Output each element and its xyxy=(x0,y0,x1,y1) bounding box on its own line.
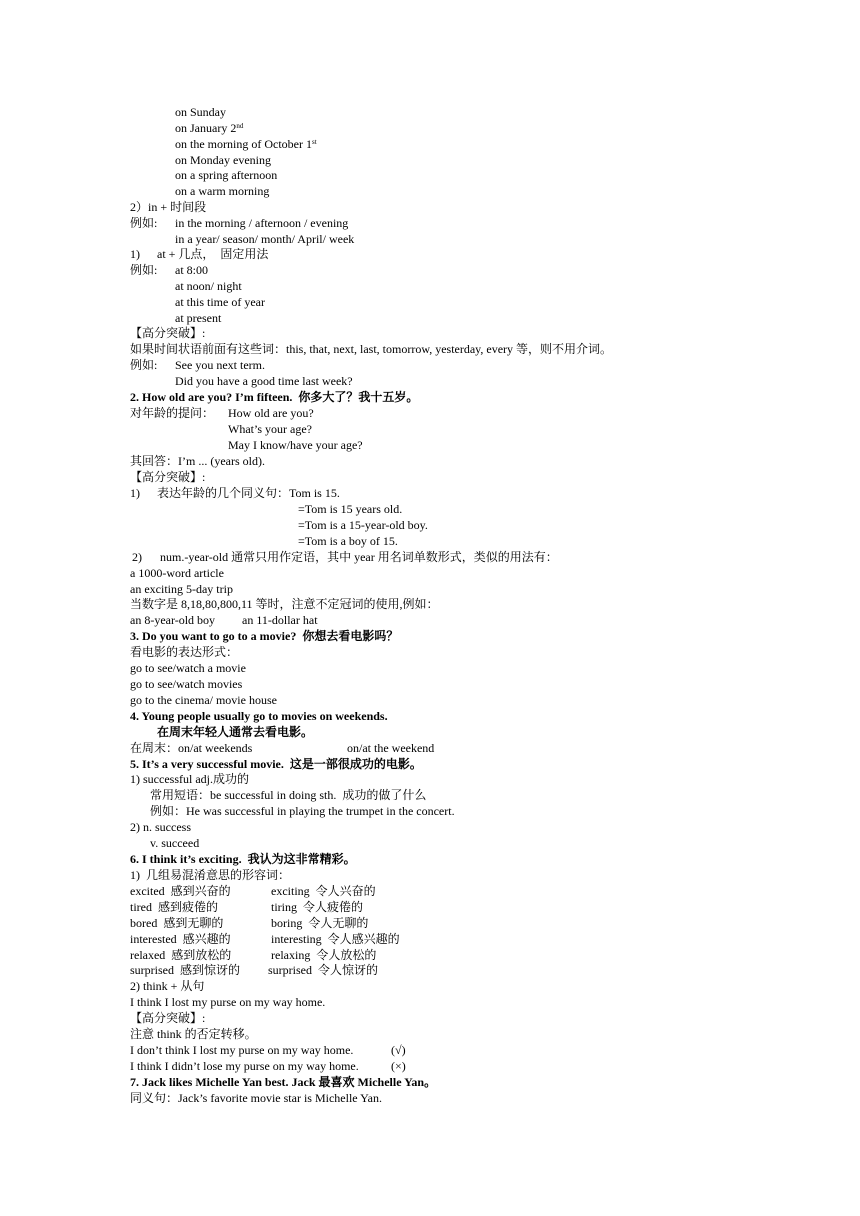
text-line: 常用短语：be successful in doing sth. 成功的做了什么 xyxy=(150,788,427,802)
text-line: go to see/watch a movie xyxy=(130,661,246,675)
text-line: I think I didn’t lose my purse on my way home. xyxy=(130,1059,359,1073)
text-line: num.-year-old 通常只用作定语，其中 year 用名词单数形式，类似的用法有： xyxy=(160,550,558,564)
text-line: at + 几点， 固定用法 xyxy=(157,247,269,261)
text-line: on a warm morning xyxy=(175,184,270,198)
text-line: at noon/ night xyxy=(175,279,242,293)
text-line: Did you have a good time last week? xyxy=(175,374,353,388)
text-line: 注意 think 的否定转移。 xyxy=(130,1027,257,1041)
text-line: How old are you? xyxy=(228,406,314,420)
text-line: an 8-year-old boy xyxy=(130,613,216,627)
superscript: st xyxy=(311,138,317,146)
numbered-heading: 7. Jack likes Michelle Yan best. Jack 最喜欢 Michelle Yan。 xyxy=(130,1075,437,1089)
text-line: on Monday evening xyxy=(175,153,271,167)
text-line: interested 感兴趣的 xyxy=(130,932,231,946)
section-heading: 【高分突破】: xyxy=(130,470,206,484)
text-line: relaxing 令人放松的 xyxy=(271,948,377,962)
text-line: on January 2nd xyxy=(175,121,244,135)
text-line: May I know/have your age? xyxy=(228,438,363,452)
text-line: 1) xyxy=(130,247,140,261)
text-line: 其回答：I’m ... (years old). xyxy=(130,454,265,468)
text-line: I don’t think I lost my purse on my way home. xyxy=(130,1043,354,1057)
numbered-heading: 5. It’s a very successful movie. 这是一部很成功的电影。 xyxy=(130,757,422,771)
text-line: 例如: xyxy=(130,216,158,230)
text-line: See you next term. xyxy=(175,358,265,372)
text-line: on Sunday xyxy=(175,105,226,119)
text-line: 例如: xyxy=(130,358,158,372)
text-line: 如果时间状语前面有这些词：this, that, next, last, tomorrow, yesterday, every 等，则不用介词。 xyxy=(130,342,613,356)
text-line: bored 感到无聊的 xyxy=(130,916,224,930)
text-line: =Tom is a boy of 15. xyxy=(298,534,398,548)
text-line: What’s your age? xyxy=(228,422,312,436)
text-line: =Tom is 15 years old. xyxy=(298,502,403,516)
text-line: I think I lost my purse on my way home. xyxy=(130,995,326,1009)
text-line: 在周末：on/at weekends xyxy=(130,741,253,755)
text-line: a 1000-word article xyxy=(130,566,224,580)
text-line: in a year/ season/ month/ April/ week xyxy=(175,232,355,246)
text-line: on a spring afternoon xyxy=(175,168,278,182)
text-line: go to the cinema/ movie house xyxy=(130,693,277,707)
text-line: boring 令人无聊的 xyxy=(271,916,369,930)
text-line: 2) xyxy=(132,550,142,564)
text-line: v. succeed xyxy=(150,836,200,850)
text-line: 1) successful adj.成功的 xyxy=(130,772,249,786)
numbered-heading: 6. I think it’s exciting. 我认为这非常精彩。 xyxy=(130,852,356,866)
text-line: 对年龄的提问： xyxy=(130,406,215,420)
text-line: 2) think + 从句 xyxy=(130,979,205,993)
text-line: at this time of year xyxy=(175,295,265,309)
text-line: 看电影的表达形式： xyxy=(130,645,239,659)
text-line: 1) 几组易混淆意思的形容词： xyxy=(130,868,290,882)
text-line: 当数字是 8,18,80,800,11 等时，注意不定冠词的使用,例如： xyxy=(130,597,439,611)
section-heading: 【高分突破】: xyxy=(130,326,206,340)
text-line: surprised 令人惊讶的 xyxy=(268,963,378,977)
text-line: at present xyxy=(175,311,222,325)
text-line: 2）in + 时间段 xyxy=(130,200,207,214)
text-line: on the morning of October 1st xyxy=(175,137,317,151)
text-line: in the morning / afternoon / evening xyxy=(175,216,349,230)
text-line: at 8:00 xyxy=(175,263,208,277)
numbered-heading: 3. Do you want to go to a movie? 你想去看电影吗？ xyxy=(130,629,399,643)
text-line: =Tom is a 15-year-old boy. xyxy=(298,518,428,532)
text-line: (×) xyxy=(391,1059,406,1073)
text-line: tired 感到疲倦的 xyxy=(130,900,218,914)
superscript: nd xyxy=(236,122,244,130)
text-line: 例如：He was successful in playing the trumpet in the concert. xyxy=(150,804,455,818)
section-heading: 【高分突破】: xyxy=(130,1011,206,1025)
text-line: tiring 令人疲倦的 xyxy=(271,900,363,914)
text-line: an 11-dollar hat xyxy=(242,613,318,627)
text-line: excited 感到兴奋的 xyxy=(130,884,231,898)
text-line: interesting 令人感兴趣的 xyxy=(271,932,400,946)
text-line: 1) xyxy=(130,486,140,500)
numbered-heading: 2. How old are you? I’m fifteen. 你多大了？我十五岁。 xyxy=(130,390,419,404)
text-line: 表达年龄的几个同义句：Tom is 15. xyxy=(157,486,340,500)
text-line: surprised 感到惊讶的 xyxy=(130,963,240,977)
text-line: an exciting 5-day trip xyxy=(130,582,233,596)
text-line: 2) n. success xyxy=(130,820,191,834)
text-line: 同义句：Jack’s favorite movie star is Michelle Yan. xyxy=(130,1091,382,1105)
text-line: relaxed 感到放松的 xyxy=(130,948,232,962)
numbered-heading: 4. Young people usually go to movies on weekends. xyxy=(130,709,388,723)
text-line: exciting 令人兴奋的 xyxy=(271,884,376,898)
text-line: (√) xyxy=(391,1043,406,1057)
text-line: on/at the weekend xyxy=(347,741,435,755)
text-line: go to see/watch movies xyxy=(130,677,243,691)
text-line: 在周末年轻人通常去看电影。 xyxy=(157,725,314,739)
text-line: 例如: xyxy=(130,263,158,277)
